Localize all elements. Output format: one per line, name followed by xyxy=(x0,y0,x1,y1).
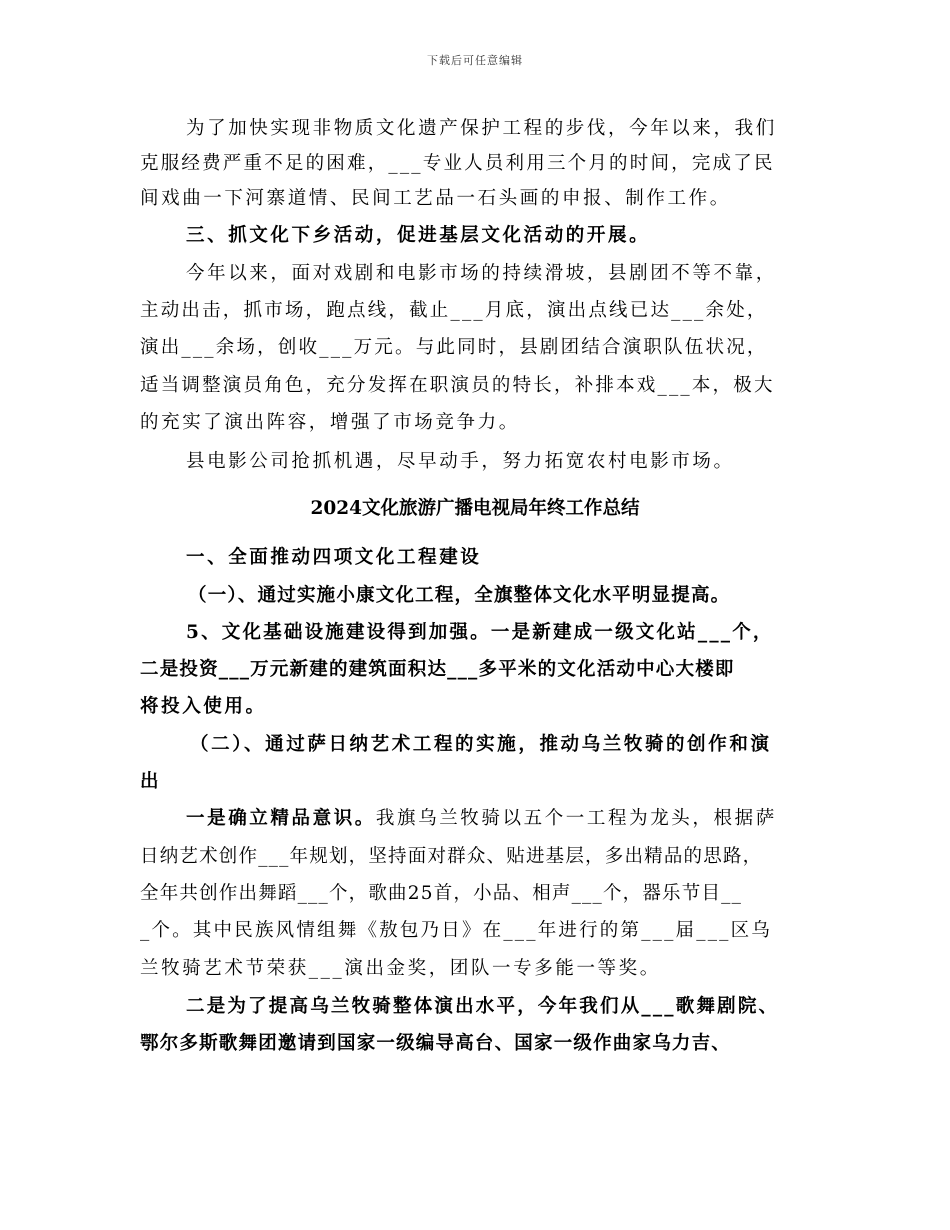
paragraph-line: 鄂尔多斯歌舞团邀请到国家一级编导高台、国家一级作曲家乌力吉、 xyxy=(140,1033,732,1054)
paragraph-line: _个。其中民族风情组舞《敖包乃日》在___年进行的第___届___区乌 xyxy=(140,920,773,941)
paragraph-line: 日纳艺术创作___年规划，坚持面对群众、贴进基层，多出精品的思路， xyxy=(140,846,763,867)
paragraph-line: 克服经费严重不足的困难，___专业人员利用三个月的时间，完成了民 xyxy=(140,153,775,174)
paragraph-line: 今年以来，面对戏剧和电影市场的持续滑坡，县剧团不等不靠， xyxy=(186,263,777,284)
paragraph-line: 为了加快实现非物质文化遗产保护工程的步伐，今年以来，我们 xyxy=(186,118,777,139)
paragraph-line: 兰牧骑艺术节荣获___演出金奖，团队一专多能一等奖。 xyxy=(140,958,661,979)
paragraph-line: 二是为了提高乌兰牧骑整体演出水平，今年我们从___歌舞剧院、 xyxy=(186,996,780,1017)
paragraph-line xyxy=(186,807,950,831)
paragraph-line: 演出___余场，创收___万元。与此同时，县剧团结合演职队伍状况， xyxy=(140,337,768,358)
document-title: 2024文化旅游广播电视局年终工作总结 xyxy=(310,498,640,519)
paragraph-line: 间戏曲一下河寨道情、民间工艺品一石头画的申报、制作工作。 xyxy=(140,188,731,209)
bold-lead-phrase: 一是确立精品意识。 xyxy=(186,808,376,829)
paragraph-line: 5、文化基础设施建设得到加强。一是新建成一级文化站___个， xyxy=(186,622,774,643)
paragraph-line: 二是投资___万元新建的建筑面积达___多平米的文化活动中心大楼即 xyxy=(140,659,735,680)
paragraph-line: 将投入使用。 xyxy=(140,696,267,717)
paragraph-line: 适当调整演员角色，充分发挥在职演员的特长，补排本戏___本，极大 xyxy=(140,375,775,396)
section-heading: 一、全面推动四项文化工程建设 xyxy=(186,547,482,568)
subsection-heading: （二）、通过萨日纳艺术工程的实施，推动乌兰牧骑的创作和演 xyxy=(190,734,772,755)
paragraph-line: 县电影公司抢抓机遇，尽早动手，努力拓宽农村电影市场。 xyxy=(186,451,735,472)
paragraph-continuation: 我旗乌兰牧骑以五个一工程为龙头，根据萨 xyxy=(375,808,777,829)
page-header: 下载后可任意编辑 xyxy=(427,54,523,67)
subsection-heading: 出 xyxy=(140,771,159,792)
paragraph-line: 的充实了演出阵容，增强了市场竞争力。 xyxy=(140,412,520,433)
paragraph-line: 主动出击，抓市场，跑点线，截止___月底，演出点线已达___余处， xyxy=(140,300,768,321)
subsection-heading: （一）、通过实施小康文化工程，全旗整体文化水平明显提高。 xyxy=(188,585,731,606)
section-heading: 三、抓文化下乡活动，促进基层文化活动的开展。 xyxy=(186,225,651,246)
paragraph-line: 全年共创作出舞蹈___个，歌曲25首，小品、相声___个，器乐节目__ xyxy=(140,883,743,904)
